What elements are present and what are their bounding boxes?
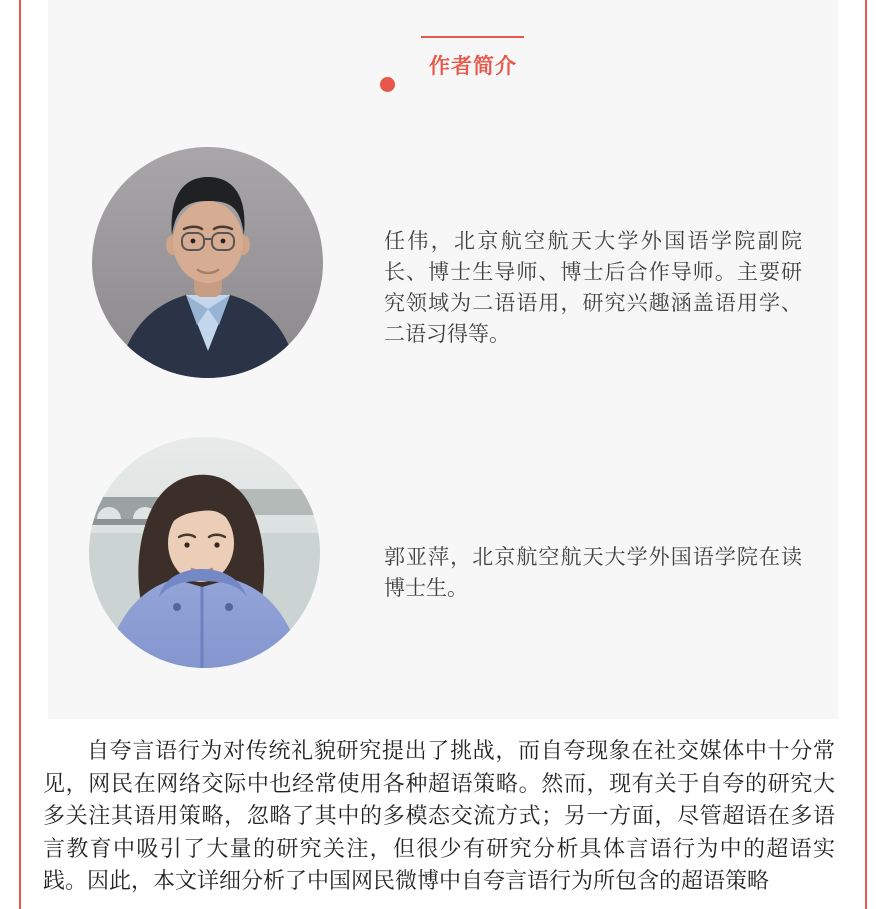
- paragraph-line: 言教育中吸引了大量的研究关注，但很少有研究分析具体言语行为中的超语实: [43, 835, 835, 861]
- right-accent-line: [865, 0, 867, 909]
- paragraph-line: 践。因此，本文详细分析了中国网民微博中自夸言语行为所包含的超语策略: [43, 868, 770, 894]
- section-title-rule: [421, 36, 524, 38]
- woman-portrait-illustration: [89, 437, 320, 668]
- paragraph-line: 多关注其语用策略，忽略了其中的多模态交流方式；另一方面，尽管超语在多语: [43, 803, 835, 829]
- article-abstract-paragraph: [43, 735, 835, 898]
- section-title: 作者简介: [429, 55, 517, 78]
- author-photo-guo-yaping: [89, 437, 320, 668]
- author-photo-ren-wei: [92, 147, 323, 378]
- man-portrait-illustration: [92, 147, 323, 378]
- bio-line: 究领域为二语语用，研究兴趣涵盖语用学、: [384, 292, 802, 315]
- paragraph-line: 自夸言语行为对传统礼貌研究提出了挑战，而自夸现象在社交媒体中十分常: [87, 738, 835, 763]
- author-bio-guo-yaping: [384, 542, 802, 604]
- left-accent-line: [19, 0, 21, 909]
- bio-line: 二语习得等。: [384, 323, 510, 346]
- paragraph-line: 见，网民在网络交际中也经常使用各种超语策略。然而，现有关于自夸的研究大: [43, 770, 835, 796]
- author-bio-ren-wei: [384, 226, 802, 350]
- bio-line: 博士生。: [384, 577, 468, 600]
- bio-line: 长、博士生导师、博士后合作导师。主要研: [384, 261, 802, 284]
- bio-line: 郭亚萍，北京航空航天大学外国语学院在读: [384, 546, 802, 569]
- bio-line: 任伟，北京航空航天大学外国语学院副院: [384, 230, 802, 253]
- decorative-dot: [380, 77, 395, 92]
